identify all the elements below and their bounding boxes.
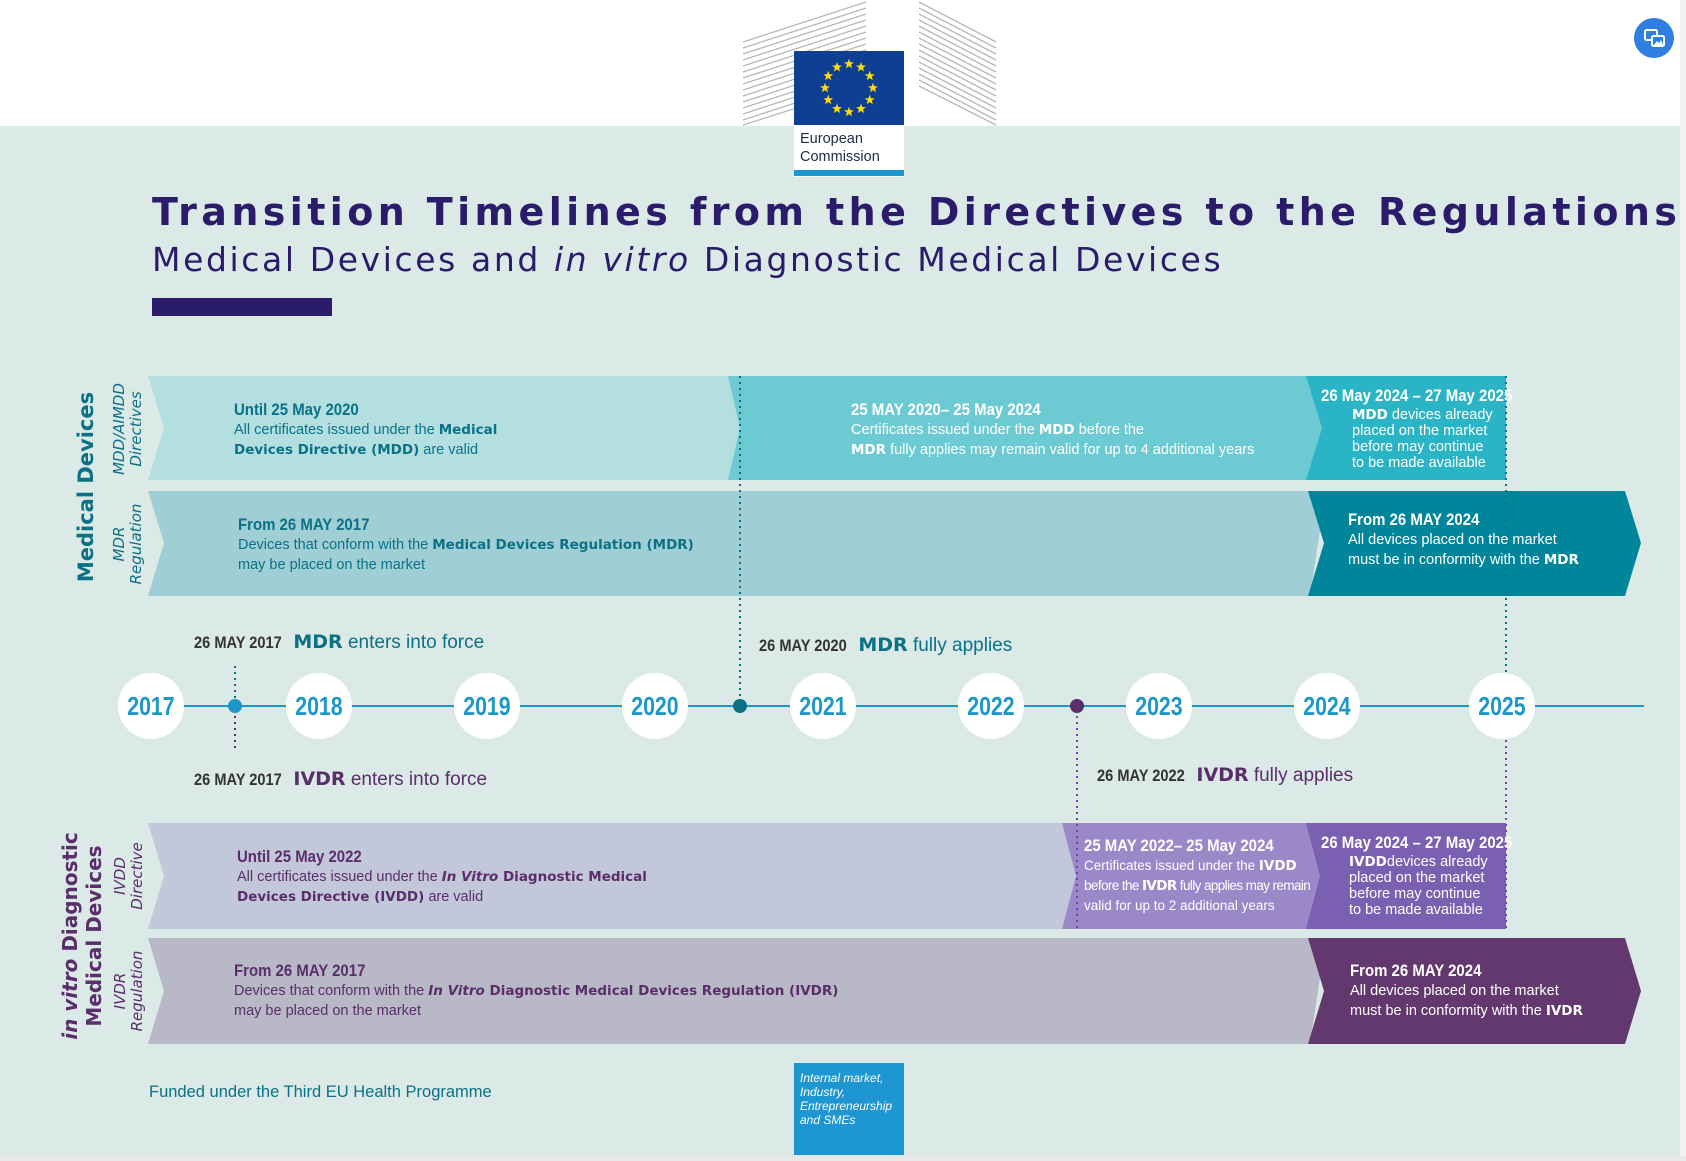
band-text-bold: MDD: [1038, 422, 1075, 438]
band-text: placed on the market: [1349, 870, 1485, 886]
band-text: before may continue: [1349, 886, 1481, 902]
band-heading: Until 25 May 2020: [234, 400, 359, 419]
band-text: are valid: [424, 889, 484, 905]
title-underline-bar: [152, 298, 332, 316]
row-label-mdr-regulation: [111, 494, 145, 594]
band-text: Devices that conform with the: [238, 537, 433, 553]
band-text: All certificates issued under the: [237, 869, 442, 885]
section-label-ivd-line2: Medical Devices: [82, 845, 106, 1027]
event-ivdr-enters-force: [194, 768, 487, 791]
page-title: Transition Timelines from the Directives to the Regulations: [152, 190, 1682, 234]
event-mdr-fully-applies: [759, 634, 1012, 657]
band-text: may be placed on the market: [234, 1003, 421, 1019]
mdd-valid-text: [234, 400, 497, 460]
ivdr-apply-marker: [1070, 699, 1084, 713]
ivdd-extension-text: [1084, 836, 1310, 916]
row-label-line: Regulation: [127, 503, 145, 585]
event-acronym: MDR: [293, 631, 343, 653]
dg-grow-label: Internal market, Industry, Entrepreneurship and SMEs: [800, 1071, 893, 1127]
ivdd-valid-text: [237, 847, 647, 907]
mdr-ivdr-force-marker: [228, 699, 242, 713]
section-label-medical-devices: Medical Devices: [74, 391, 98, 583]
band-text: devices already: [1387, 407, 1493, 423]
band-text: All devices placed on the market: [1350, 983, 1559, 999]
band-text: before may continue: [1352, 439, 1484, 455]
row-label-ivdd-directive: [112, 831, 146, 921]
mdr-mandatory-text: [1348, 510, 1579, 570]
row-label-ivdr-regulation: [112, 946, 146, 1036]
year-label: 2024: [1303, 691, 1351, 721]
year-marker-2018: [286, 673, 352, 739]
event-mdr-enters-force: [194, 631, 484, 654]
row-label-line: IVDD: [111, 857, 129, 895]
year-label: 2019: [463, 691, 511, 721]
year-label: 2023: [1135, 691, 1183, 721]
row-label-line: IVDR: [111, 972, 129, 1010]
year-marker-2020: [622, 673, 688, 739]
band-heading: 26 May 2024 – 27 May 2025: [1321, 833, 1513, 852]
year-marker-2019: [454, 673, 520, 739]
band-heading: 26 May 2024 – 27 May 2025: [1321, 386, 1513, 405]
section-label-ivd-line1: [58, 826, 82, 1046]
band-text-bold-italic: In Vitro: [428, 983, 485, 999]
band-text: fully applies may remain: [1176, 878, 1311, 893]
subtitle-part-2: Diagnostic Medical Devices: [690, 240, 1224, 279]
band-text: All certificates issued under the: [234, 422, 439, 438]
image-swap-button[interactable]: [1634, 18, 1674, 58]
band-heading: 25 MAY 2020– 25 May 2024: [851, 400, 1041, 419]
ivd-label-part: Diagnostic: [58, 832, 82, 959]
band-text-bold: IVDR: [1141, 878, 1177, 894]
band-text-bold: IVDD: [1349, 854, 1387, 870]
ivdr-mandatory-text: [1350, 961, 1583, 1021]
band-text: are valid: [419, 442, 479, 458]
band-text-bold: Diagnostic Medical: [498, 869, 647, 885]
year-label: 2020: [631, 691, 679, 721]
subtitle-part-1: Medical Devices and: [152, 240, 555, 279]
band-text: before the: [1084, 878, 1142, 893]
band-text-bold: MDD: [1352, 407, 1388, 423]
band-text-bold: Diagnostic Medical Devices Regulation (IVDR): [484, 983, 839, 999]
band-text-bold: Devices Directive (MDD): [234, 442, 420, 458]
year-marker-2017: [118, 673, 184, 739]
event-acronym: IVDR: [293, 768, 346, 790]
band-text-bold: MDR: [1543, 552, 1579, 568]
event-date: 26 MAY 2020: [759, 636, 847, 655]
band-text: All devices placed on the market: [1348, 532, 1557, 548]
year-marker-2025: [1469, 673, 1535, 739]
section-label-ivd: [58, 826, 106, 1046]
event-date: 26 MAY 2022: [1097, 766, 1185, 785]
band-heading: From 26 MAY 2017: [234, 961, 366, 980]
band-text: valid for up to 2 additional years: [1084, 898, 1275, 913]
band-text: Certificates issued under the: [851, 422, 1039, 438]
year-label: 2017: [127, 691, 175, 721]
funding-note: Funded under the Third EU Health Programme: [149, 1083, 492, 1101]
ivd-label-italic: in vitro: [58, 958, 82, 1040]
dg-grow-badge: [794, 1063, 904, 1155]
year-label: 2025: [1478, 691, 1526, 721]
row-label-line: Directive: [128, 842, 146, 910]
row-label-line: Regulation: [128, 950, 146, 1032]
band-text: to be made available: [1349, 902, 1483, 918]
event-text: enters into force: [342, 632, 485, 653]
event-ivdr-fully-applies: [1097, 764, 1353, 787]
year-label: 2018: [295, 691, 343, 721]
event-text: fully applies: [1248, 765, 1354, 786]
mdr-apply-marker: [733, 699, 747, 713]
band-text: before the: [1074, 422, 1144, 438]
logo-name: European Commission: [800, 131, 880, 165]
year-marker-2023: [1126, 673, 1192, 739]
subtitle-italic: in vitro: [554, 240, 691, 279]
band-heading: From 26 MAY 2024: [1348, 510, 1480, 529]
band-text: to be made available: [1352, 455, 1486, 471]
event-text: enters into force: [345, 769, 488, 790]
year-label: 2021: [799, 691, 847, 721]
band-heading: 25 MAY 2022– 25 May 2024: [1084, 836, 1274, 855]
band-text: may be placed on the market: [238, 557, 425, 573]
row-label-line: MDD/AIMDD: [110, 383, 128, 475]
mdr-placement-text: [238, 515, 694, 575]
logo-accent-bar: [794, 170, 904, 176]
event-date: 26 MAY 2017: [194, 633, 282, 652]
year-marker-2021: [790, 673, 856, 739]
band-text: Certificates issued under the: [1084, 858, 1259, 873]
band-text: placed on the market: [1352, 423, 1488, 439]
row-label-line: MDR: [110, 526, 128, 562]
page-subtitle: [152, 240, 1223, 279]
row-label-line: Directives: [127, 391, 145, 467]
band-text-bold: Medical Devices Regulation (MDR): [432, 537, 694, 553]
event-acronym: IVDR: [1196, 764, 1249, 786]
band-heading: From 26 MAY 2024: [1350, 961, 1482, 980]
event-acronym: MDR: [858, 634, 908, 656]
band-heading: From 26 MAY 2017: [238, 515, 370, 534]
event-date: 26 MAY 2017: [194, 770, 282, 789]
year-marker-2022: [958, 673, 1024, 739]
year-marker-2024: [1294, 673, 1360, 739]
band-text: devices already: [1386, 854, 1488, 870]
band-text: must be in conformity with the: [1350, 1003, 1546, 1019]
mdd-extension-text: [851, 400, 1254, 460]
band-text-bold: IVDD: [1258, 858, 1297, 874]
band-text-bold: IVDR: [1545, 1003, 1583, 1019]
band-text-bold: MDR: [851, 442, 887, 458]
band-text: must be in conformity with the: [1348, 552, 1544, 568]
ivdd-sell-off-text: [1321, 835, 1538, 918]
year-label: 2022: [967, 691, 1015, 721]
row-label-mdd-directives: [111, 379, 145, 479]
event-text: fully applies: [907, 635, 1013, 656]
ivdr-placement-text: [234, 961, 838, 1021]
band-heading: Until 25 May 2022: [237, 847, 362, 866]
band-text-bold: Devices Directive (IVDD): [237, 889, 425, 905]
band-text: fully applies may remain valid for up to 4 additional years: [886, 442, 1255, 458]
band-text: Devices that conform with the: [234, 983, 429, 999]
band-text-bold-italic: In Vitro: [441, 869, 499, 885]
band-text-bold: Medical: [438, 422, 498, 438]
image-swap-icon: [1634, 18, 1674, 58]
mdd-sell-off-text: [1321, 388, 1538, 471]
